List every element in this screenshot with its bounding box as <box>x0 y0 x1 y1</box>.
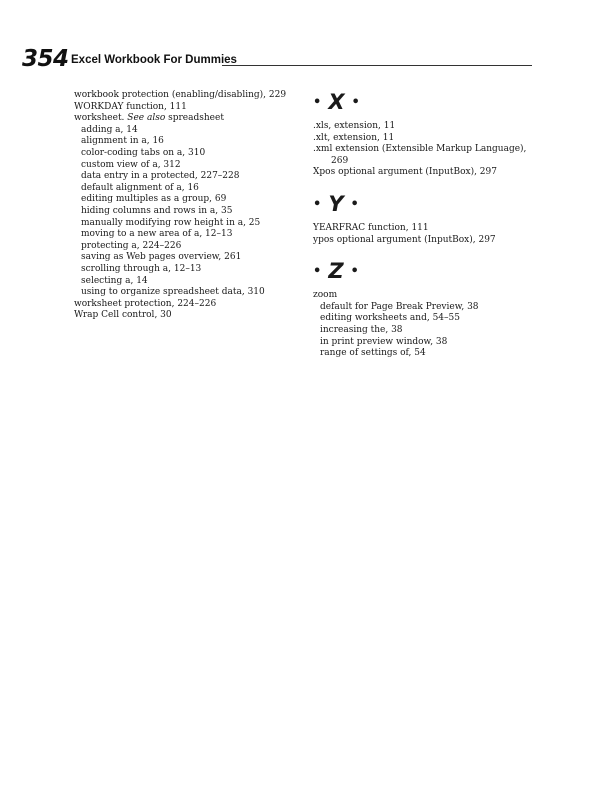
section-y <box>313 193 528 246</box>
index-entry: .xlt, extension, 11 <box>313 132 395 143</box>
index-entry: zoom <box>313 290 338 301</box>
bullet-left: • <box>313 95 322 111</box>
letter-heading-y <box>313 193 528 217</box>
section-letter: X <box>328 90 345 115</box>
index-subentry: color-coding tabs on a, 310 <box>81 147 206 158</box>
index-entry: Wrap Cell control, 30 <box>74 310 172 321</box>
index-entry: YEARFRAC function, 111 <box>313 222 429 233</box>
index-subentry: custom view of a, 312 <box>81 159 181 170</box>
index-entry: Xpos optional argument (InputBox), 297 <box>313 167 497 178</box>
index-subentry: editing multiples as a group, 69 <box>81 194 227 205</box>
bullet-right: • <box>350 264 359 280</box>
index-entry: ypos optional argument (InputBox), 297 <box>313 234 496 245</box>
page-header <box>22 46 532 76</box>
index-subentry: default for Page Break Preview, 38 <box>320 301 479 312</box>
index-column-right <box>313 91 528 374</box>
index-subentry: editing worksheets and, 54–55 <box>320 313 460 324</box>
header-rule <box>222 65 532 66</box>
index-entry: worksheet protection, 224–226 <box>74 298 217 309</box>
index-subentry: in print preview window, 38 <box>320 336 448 347</box>
index-entry: .xml extension (Extensible Markup Language), 269 <box>313 144 527 166</box>
index-subentry: adding a, 14 <box>81 124 138 135</box>
bullet-right: • <box>351 95 360 111</box>
index-subentry: selecting a, 14 <box>81 275 148 286</box>
index-entry: WORKDAY function, 111 <box>74 101 187 112</box>
section-letter: Z <box>328 259 344 284</box>
section-letter: Y <box>328 192 344 217</box>
see-also-target: spreadsheet <box>165 113 224 124</box>
index-subentry: alignment in a, 16 <box>81 136 164 147</box>
index-subentry: moving to a new area of a, 12–13 <box>81 229 233 240</box>
index-column-left <box>74 90 299 322</box>
index-subentry: increasing the, 38 <box>320 324 403 335</box>
index-subentry: data entry in a protected, 227–228 <box>81 171 240 182</box>
index-subentry: protecting a, 224–226 <box>81 240 182 251</box>
entry-term: worksheet. <box>74 113 128 124</box>
book-title: Excel Workbook For Dummies <box>71 54 237 66</box>
bullet-left: • <box>313 264 322 280</box>
letter-heading-x <box>313 91 528 115</box>
letter-heading-z <box>313 260 528 284</box>
index-subentry: default alignment of a, 16 <box>81 182 199 193</box>
see-also-label: See also <box>127 113 166 124</box>
index-entry: .xls, extension, 11 <box>313 121 396 131</box>
index-subentry: using to organize spreadsheet data, 310 <box>81 287 265 298</box>
index-entry: workbook protection (enabling/disabling), 229 <box>74 90 287 100</box>
index-subentry: scrolling through a, 12–13 <box>81 263 202 274</box>
index-entry-worksheet <box>74 113 299 125</box>
bullet-left: • <box>313 197 322 213</box>
index-subentry: range of settings of, 54 <box>320 348 426 359</box>
bullet-right: • <box>350 197 359 213</box>
index-subentry: manually modifying row height in a, 25 <box>81 217 261 228</box>
page-number: 354 <box>22 46 69 72</box>
section-z <box>313 260 528 360</box>
index-subentry: hiding columns and rows in a, 35 <box>81 205 233 216</box>
index-subentry: saving as Web pages overview, 261 <box>81 252 242 263</box>
section-x <box>313 91 528 179</box>
